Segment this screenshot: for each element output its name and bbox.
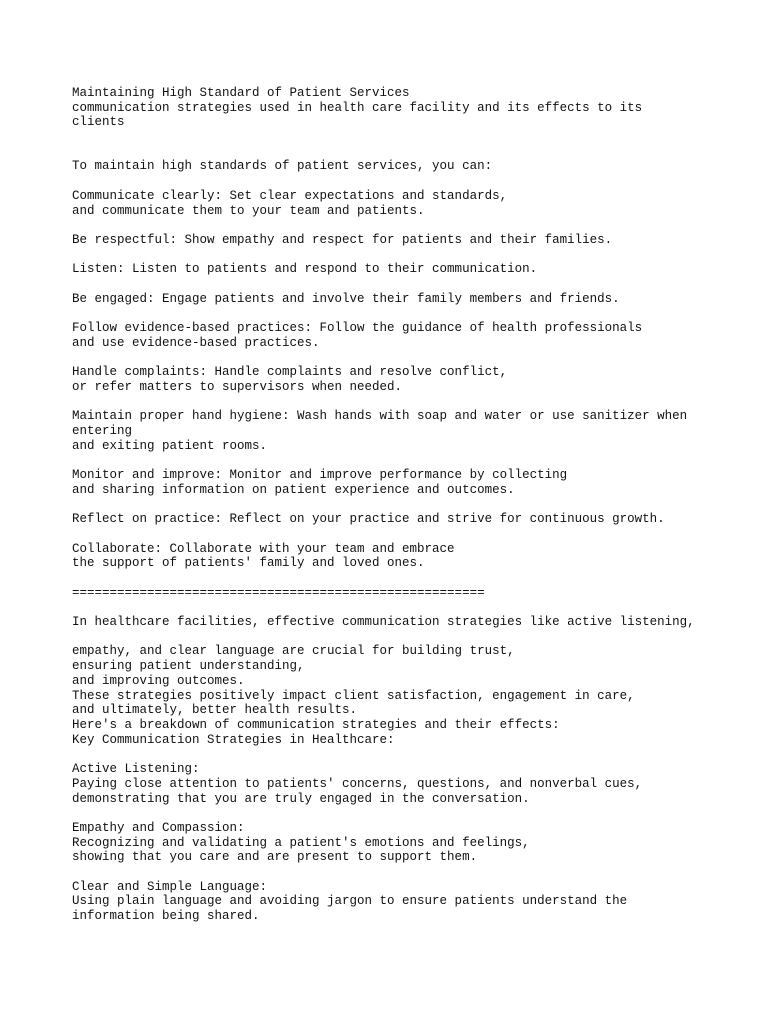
blank-line	[72, 747, 732, 762]
blank-line	[72, 630, 732, 645]
text-line: and use evidence-based practices.	[72, 335, 320, 350]
text-line: Active Listening:	[72, 762, 200, 777]
blank-line	[72, 395, 732, 410]
text-line: Key Communication Strategies in Healthcare:	[72, 732, 395, 747]
text-line: These strategies positively impact client satisfaction, engagement in care,	[72, 688, 635, 703]
text-line: the support of patients' family and loved ones.	[72, 556, 425, 571]
text-line: Communicate clearly: Set clear expectations and standards,	[72, 188, 508, 203]
blank-line	[72, 600, 732, 615]
blank-line	[72, 527, 732, 542]
text-line: Handle complaints: Handle complaints and resolve conflict,	[72, 365, 508, 380]
text-line: and exiting patient rooms.	[72, 438, 268, 453]
text-line: and communicate them to your team and patients.	[72, 203, 425, 218]
text-line: Listen: Listen to patients and respond to their communication.	[72, 262, 538, 277]
blank-line	[72, 865, 732, 880]
blank-line	[72, 571, 732, 586]
text-line: and ultimately, better health results.	[72, 703, 358, 718]
text-line: Be engaged: Engage patients and involve their family members and friends.	[72, 291, 620, 306]
blank-line	[72, 174, 732, 189]
text-line: Maintain proper hand hygiene: Wash hands with soap and water or use sanitizer when	[72, 409, 688, 424]
blank-line	[72, 306, 732, 321]
blank-line	[72, 145, 732, 160]
text-line: Clear and Simple Language:	[72, 879, 268, 894]
text-line: Reflect on practice: Reflect on your practice and strive for continuous growth.	[72, 512, 665, 527]
blank-line	[72, 498, 732, 513]
text-line: Here's a breakdown of communication strategies and their effects:	[72, 718, 560, 732]
text-line: or refer matters to supervisors when needed.	[72, 379, 403, 394]
text-line: To maintain high standards of patient services, you can:	[72, 159, 493, 174]
text-line: Collaborate: Collaborate with your team and embrace	[72, 541, 455, 556]
blank-line	[72, 806, 732, 821]
document-body	[72, 86, 732, 924]
text-line: In healthcare facilities, effective communication strategies like active listening,	[72, 615, 695, 630]
text-line: Using plain language and avoiding jargon to ensure patients understand the	[72, 894, 628, 909]
text-line: Be respectful: Show empathy and respect for patients and their families.	[72, 232, 613, 247]
text-line: Maintaining High Standard of Patient Services	[72, 86, 410, 100]
text-line: and sharing information on patient experience and outcomes.	[72, 482, 515, 497]
blank-line	[72, 453, 732, 468]
text-line: ensuring patient understanding,	[72, 659, 305, 674]
text-line: demonstrating that you are truly engaged in the conversation.	[72, 791, 530, 806]
text-line: and improving outcomes.	[72, 673, 245, 688]
text-line: Empathy and Compassion:	[72, 820, 245, 835]
text-line: information being shared.	[72, 909, 260, 924]
text-line: Monitor and improve: Monitor and improve performance by collecting	[72, 468, 568, 483]
blank-line	[72, 248, 732, 263]
blank-line	[72, 277, 732, 292]
text-line: empathy, and clear language are crucial for building trust,	[72, 644, 515, 659]
text-line: Recognizing and validating a patient's emotions and feelings,	[72, 835, 530, 850]
blank-line	[72, 351, 732, 366]
blank-line	[72, 130, 732, 145]
blank-line	[72, 218, 732, 233]
text-line: Paying close attention to patients' concerns, questions, and nonverbal cues,	[72, 776, 643, 791]
text-line: communication strategies used in health care facility and its effects to its	[72, 100, 643, 115]
text-line: showing that you care and are present to support them.	[72, 850, 478, 865]
text-line: =======================================================	[72, 585, 485, 600]
text-line: clients	[72, 115, 125, 130]
text-line: Follow evidence-based practices: Follow the guidance of health professionals	[72, 321, 643, 336]
text-line: entering	[72, 424, 133, 439]
